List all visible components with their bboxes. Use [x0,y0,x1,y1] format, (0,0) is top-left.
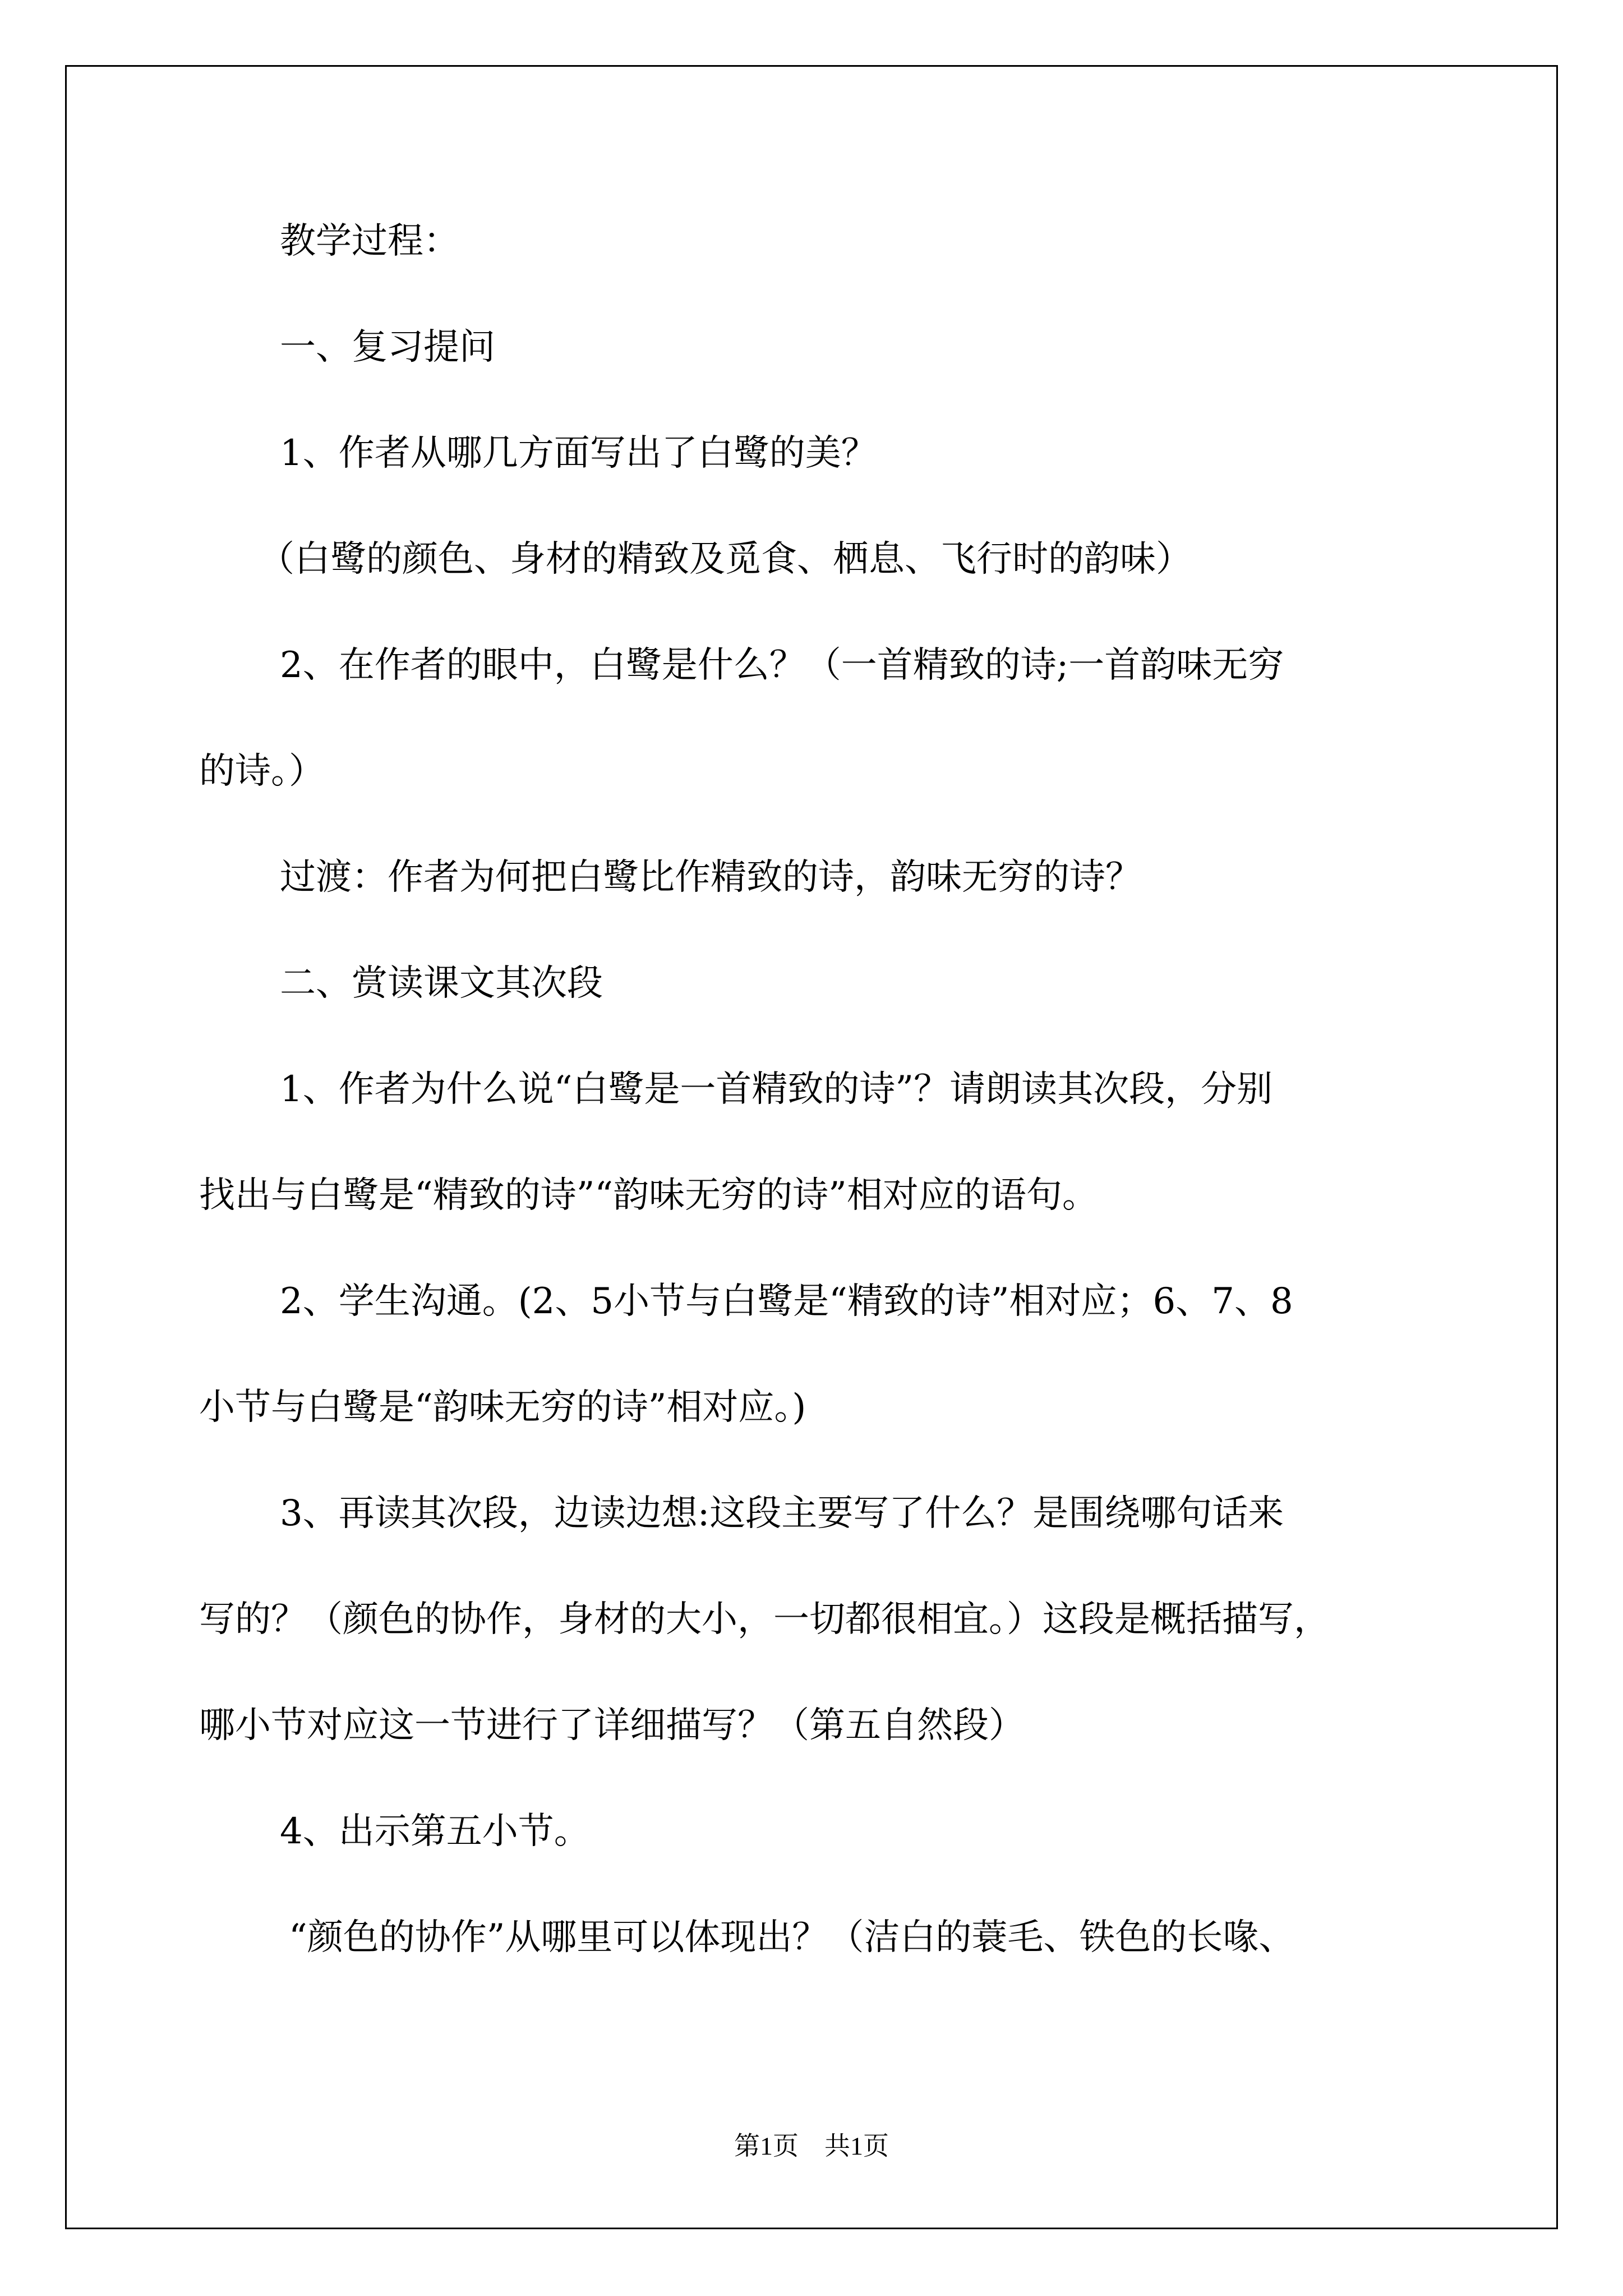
text-line: 一、复习提问 [280,326,495,368]
text-line: 二、赏读课文其次段 [280,963,603,1004]
text-line: 2、学生沟通。(2、5小节与白鹭是“精致的诗”相对应；6、7、8 [280,1281,1293,1322]
page-border [65,65,1558,2229]
text-line: “颜色的协作”从哪里可以体现出？（洁白的蓑毛、铁色的长喙、 [289,1917,1295,1958]
text-line: 过渡：作者为何把白鹭比作精致的诗，韵味无穷的诗？ [280,857,1141,898]
text-line: 教学过程： [280,220,459,262]
text-line: 找出与白鹭是“精致的诗”“韵味无穷的诗”相对应的语句。 [199,1175,1098,1216]
text-line: 的诗。） [199,751,325,792]
text-line: 小节与白鹭是“韵味无穷的诗”相对应。) [199,1387,806,1428]
text-line: 哪小节对应这一节进行了详细描写？（第五自然段） [199,1705,1025,1746]
text-line: （白鹭的颜色、身材的精致及觅食、栖息、飞行时的韵味） [259,539,1192,580]
text-line: 3、再读其次段，边读边想:这段主要写了什么？是围绕哪句话来 [280,1493,1284,1534]
text-line: 写的？（颜色的协作，身材的大小，一切都很相宜。）这段是概括描写， [199,1599,1330,1640]
page-footer: 第1页 共1页 [734,2132,889,2160]
text-line: 4、出示第五小节。 [280,1811,590,1852]
text-line: 2、在作者的眼中，白鹭是什么？（一首精致的诗;一首韵味无穷 [280,645,1284,686]
text-line: 1、作者从哪几方面写出了白鹭的美？ [280,432,877,474]
text-line: 1、作者为什么说“白鹭是一首精致的诗”？请朗读其次段，分别 [280,1069,1273,1110]
